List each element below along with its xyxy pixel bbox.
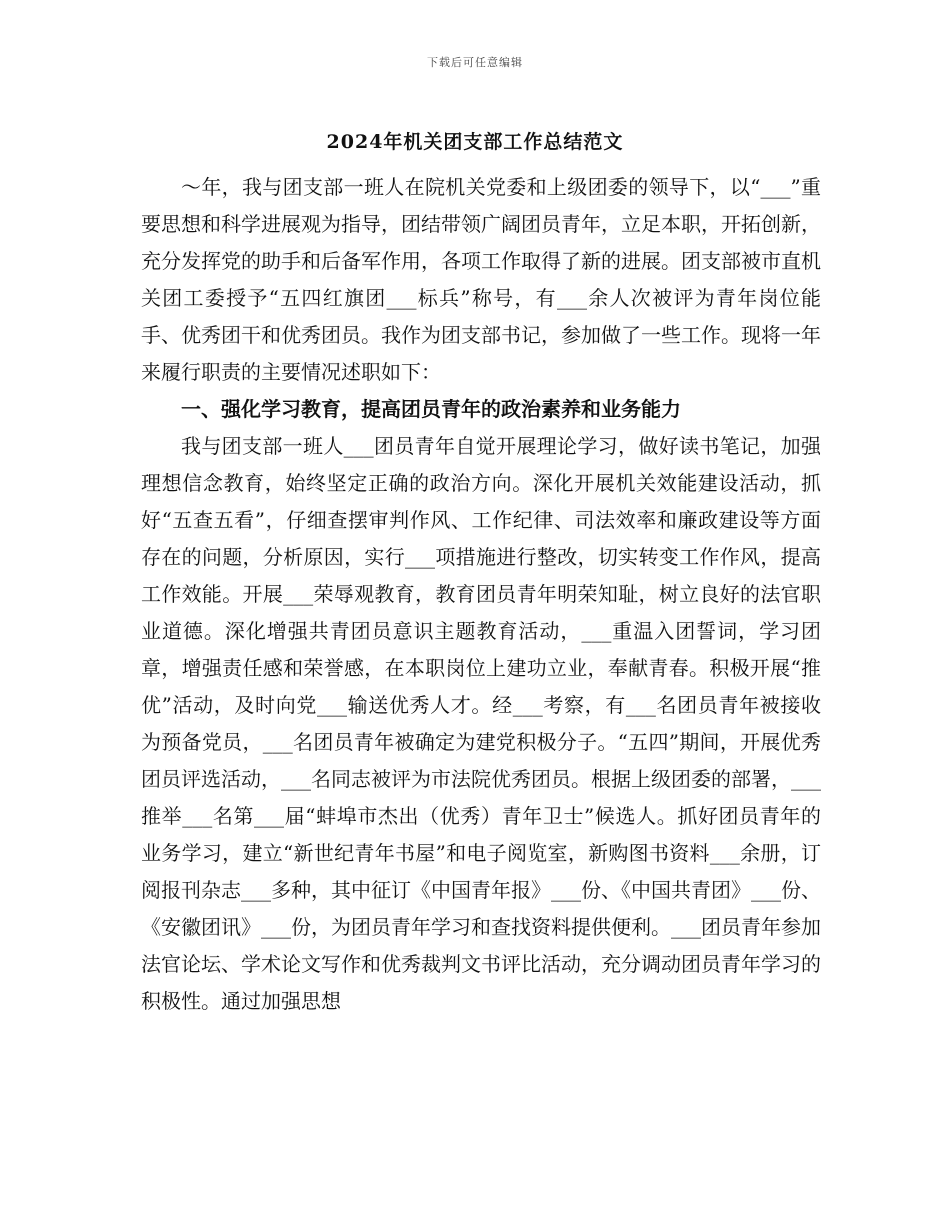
intro-paragraph: ～年，我与团支部一班人在院机关党委和上级团委的领导下，以“___”重要思想和科学进展观为指导，团结带领广阔团员青年，立足本职，开拓创新，充分发挥党的助手和后备军作用，各项工作取得了新的进展。团支部被市直机关团工委授予“五四红旗团___标兵”称号，有___余人次被评为青年岗位能手、优秀团干和优秀团员。我作为团支部书记，参加做了一些工作。现将一年来履行职责的主要情况述职如下： [141,175,821,384]
section-heading: 一、强化学习教育，提高团员青年的政治素养和业务能力 [181,397,681,421]
document-title: 2024年机关团支部工作总结范文 [326,131,624,153]
section-paragraph: 我与团支部一班人___团员青年自觉开展理论学习，做好读书笔记，加强理想信念教育，始终坚定正确的政治方向。深化开展机关效能建设活动，抓好“五查五看”，仔细查摆审判作风、工作纪律、司法效率和廉政建设等方面存在的问题，分析原因，实行___项措施进行整改，切实转变工作作风，提高工作效能。开展___荣辱观教育，教育团员青年明荣知耻，树立良好的法官职业道德。深化增强共青团员意识主题教育活动，___重温入团誓词，学习团章，增强责任感和荣誉感，在本职岗位上建功立业，奉献青春。积极开展“推优”活动，及时向党___输送优秀人才。经___考察，有___名团员青年被接收为预备党员，___名团员青年被确定为建党积极分子。“五四”期间，开展优秀团员评选活动，___名同志被评为市法院优秀团员。根据上级团委的部署，___推举___名第___届“蚌埠市杰出（优秀）青年卫士”候选人。抓好团员青年的业务学习，建立“新世纪青年书屋”和电子阅览室，新购图书资料___余册，订阅报刊杂志___多种，其中征订《中国青年报》___份、《中国共青团》___份、《安徽团讯》___份，为团员青年学习和查找资料提供便利。___团员青年参加法官论坛、学术论文写作和优秀裁判文书评比活动，充分调动团员青年学习的积极性。通过加强思想 [141,434,821,1013]
document-body [141,169,821,1020]
header-note: 下载后可任意编辑 [427,56,523,69]
